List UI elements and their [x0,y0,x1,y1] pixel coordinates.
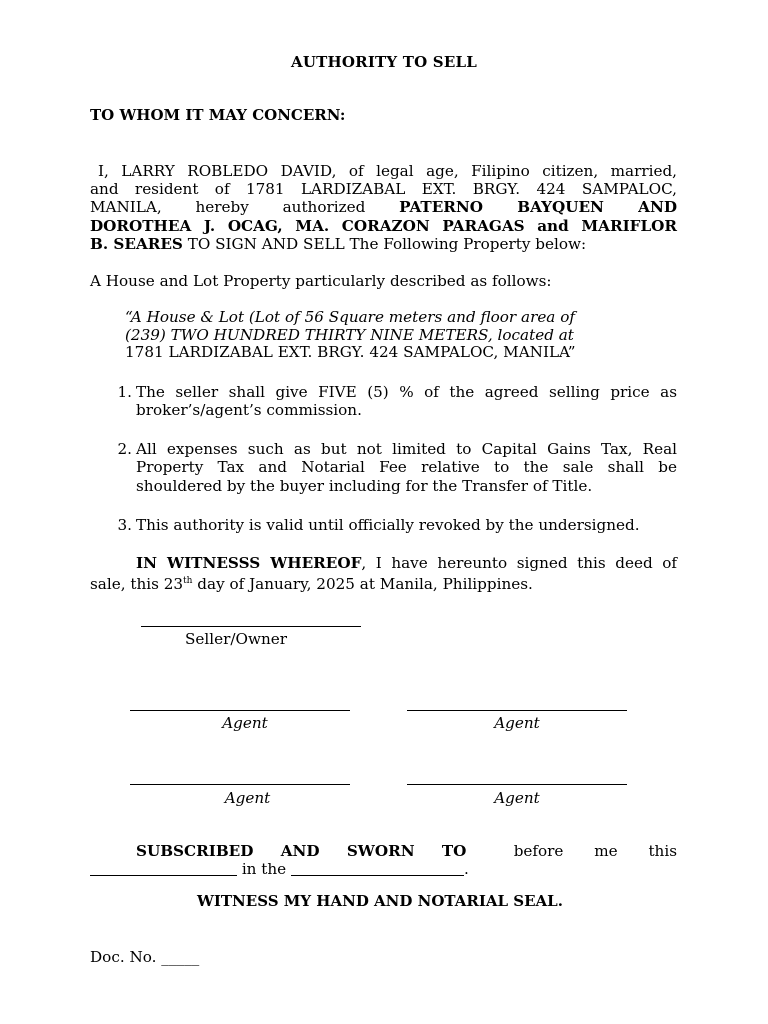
agent-signature-line [130,784,350,785]
seller-signature-line [141,626,361,627]
witness-date-pre: sale, this 23 [90,575,184,593]
agent-signature-line [130,710,350,711]
property-intro: A House and Lot Property particularly described as follows: [90,272,552,290]
agent-label: Agent [224,789,271,807]
intro-line-3-text: MANILA, hereby authorized [90,198,366,216]
property-quote-line-1: “A House & Lot (Lot of 56 Square meters and floor area of [125,308,575,326]
doc-no: Doc. No. _____ [90,948,200,966]
property-quote-line-3: 1781 LARDIZABAL EXT. BRGY. 424 SAMPALOC, MANILA” [125,343,576,361]
agent-signature-line [407,784,627,785]
notary-place-blank [291,861,464,876]
notary-date-line [90,860,677,879]
greeting: TO WHOM IT MAY CONCERN: [90,106,346,124]
condition-2-line-2: Property Tax and Notarial Fee relative to the sale shall be [136,458,677,476]
agent-label: Agent [222,714,268,732]
property-quote-line-2: (239) TWO HUNDRED THIRTY NINE METERS, located at [125,326,574,344]
agent-signature-line [407,710,627,711]
witness-date-sup: th [183,576,193,586]
document-title: AUTHORITY TO SELL [291,53,477,71]
witness-line-2 [90,572,677,591]
subscribed-line [136,842,677,861]
authorized-names-1: PATERNO BAYQUEN AND [399,198,678,216]
agent-label: Agent [494,789,540,807]
condition-3-line-1: This authority is valid until officially revoked by the undersigned. [136,516,640,534]
seller-label: Seller/Owner [185,630,287,648]
intro-line-5 [90,235,677,254]
condition-1-line-1: The seller shall give FIVE (5) % of the agreed selling price as [136,383,677,401]
subscribed-sworn-heading: SUBSCRIBED AND SWORN TO [136,842,467,860]
witness-line-1-text: , I have hereunto signed this deed of [361,554,677,572]
condition-number: 3. [117,516,132,534]
intro-line-3 [90,198,677,217]
condition-1-line-2: broker’s/agent’s commission. [136,401,362,419]
condition-2-line-3: shouldered by the buyer including for the Transfer of Title. [136,477,593,495]
witness-line-1 [136,554,677,573]
witness-heading: IN WITNESSS WHEREOF [136,554,362,572]
notary-date-blank [90,861,237,876]
authorized-names-3: B. SEARES [90,235,183,253]
condition-number: 2. [117,440,132,458]
agent-label: Agent [494,714,540,732]
intro-line-5-text: TO SIGN AND SELL The Following Property below: [187,235,587,253]
witness-date-post: day of January, 2025 at Manila, Philippines. [192,575,533,593]
condition-number: 1. [117,383,132,401]
authorized-names-2: DOROTHEA J. OCAG, MA. CORAZON PARAGAS and MARIFLOR [90,217,677,235]
intro-line-2: and resident of 1781 LARDIZABAL EXT. BRGY. 424 SAMPALOC, [90,180,677,198]
intro-line-1: I, LARRY ROBLEDO DAVID, of legal age, Filipino citizen, married, [98,162,677,180]
notary-period: . [464,860,469,878]
condition-2-line-1: All expenses such as but not limited to Capital Gains Tax, Real [136,440,677,458]
before-me-text: before me this [513,842,677,860]
notarial-seal-text: WITNESS MY HAND AND NOTARIAL SEAL. [197,892,563,910]
notary-in-the-text: in the [237,860,291,878]
